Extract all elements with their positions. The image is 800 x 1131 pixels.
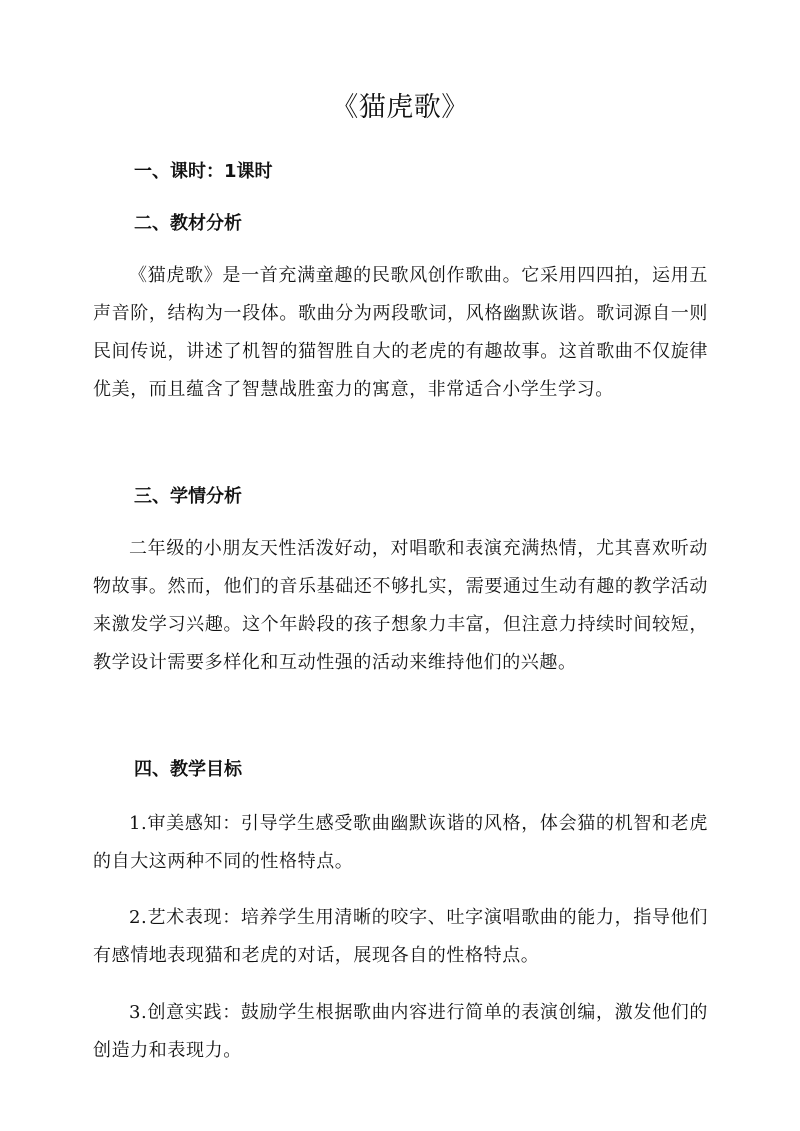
document-title: 《猫虎歌》 xyxy=(331,92,469,123)
material-analysis-paragraph: 《猫虎歌》是一首充满童趣的民歌风创作歌曲。它采用四四拍，运用五声音阶，结构为一段体。歌曲分为两段歌词，风格幽默诙谐。歌词源自一则民间传说，讲述了机智的猫智胜自大的老虎的有趣故事。这首歌曲不仅旋律优美，而且蕴含了智慧战胜蛮力的寓意，非常适合小学生学习。 xyxy=(93,265,708,400)
section-heading-class-hours: 一、课时：1课时 xyxy=(134,161,273,182)
goal-creative-practice: 3.创意实践：鼓励学生根据歌曲内容进行简单的表演创编，激发他们的创造力和表现力。 xyxy=(93,1002,708,1061)
goal-aesthetic-perception: 1.审美感知：引导学生感受歌曲幽默诙谐的风格，体会猫的机智和老虎的自大这两种不同的性格特点。 xyxy=(93,813,708,872)
section-heading-teaching-goals: 四、教学目标 xyxy=(134,759,242,780)
section-heading-student-analysis: 三、学情分析 xyxy=(134,486,242,507)
goal-artistic-expression: 2.艺术表现：培养学生用清晰的咬字、吐字演唱歌曲的能力，指导他们有感情地表现猫和老虎的对话，展现各自的性格特点。 xyxy=(93,907,708,966)
section-heading-material-analysis: 二、教材分析 xyxy=(134,213,242,234)
student-analysis-paragraph: 二年级的小朋友天性活泼好动，对唱歌和表演充满热情，尤其喜欢听动物故事。然而，他们的音乐基础还不够扎实，需要通过生动有趣的教学活动来激发学习兴趣。这个年龄段的孩子想象力丰富，但注意力持续时间较短，教学设计需要多样化和互动性强的活动来维持他们的兴趣。 xyxy=(93,538,708,673)
